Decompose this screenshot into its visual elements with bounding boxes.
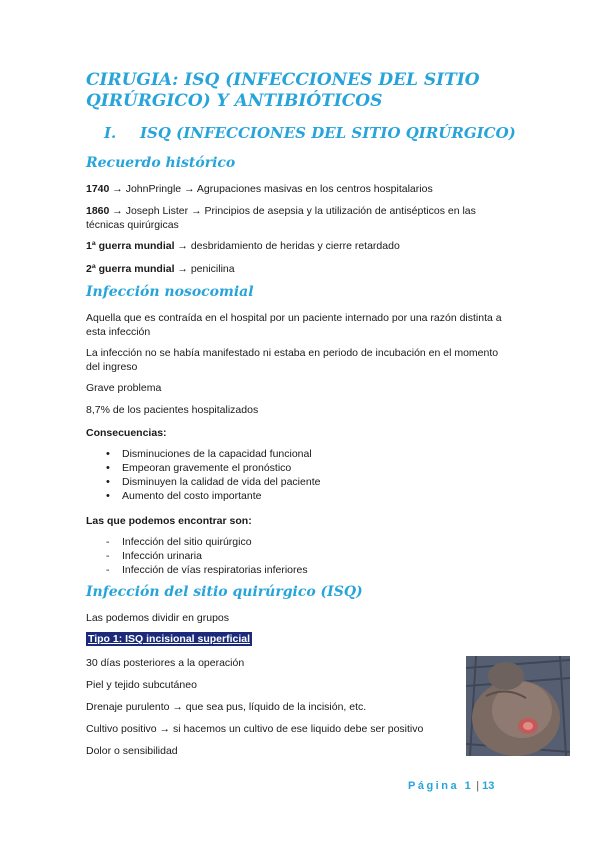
- history-item-ww2: 2ª guerra mundial → penicilina: [86, 263, 235, 275]
- nosocomial-definition: Aquella que es contraída en el hospital por un paciente internado por una razón distinta a esta infección: [86, 312, 502, 338]
- document-title: CIRUGIA: ISQ (INFECCIONES DEL SITIO QIRÚRGICO) Y ANTIBIÓTICOS: [86, 70, 480, 111]
- wound-photo: [466, 656, 570, 756]
- section-1-title: [104, 124, 524, 142]
- encontrar-list: [104, 535, 484, 577]
- nosocomial-percentage: 8,7% de los pacientes hospitalizados: [86, 404, 259, 416]
- page-total: 13: [482, 780, 495, 792]
- page-number: 1: [464, 780, 474, 792]
- list-item: - Infección urinaria: [104, 549, 484, 563]
- page-footer: [408, 780, 494, 792]
- heading-isq: Infección del sitio quirúrgico (ISQ): [86, 584, 363, 600]
- history-item-1860: 1860 → Joseph Lister → Principios de asepsia y la utilización de antisépticos en las técnicas quirúrgicas: [86, 205, 476, 231]
- history-item-ww1: 1ª guerra mundial → desbridamiento de heridas y cierre retardado: [86, 240, 400, 252]
- section-1-number: I.: [104, 124, 117, 142]
- list-item: - Infección del sitio quirúrgico: [104, 535, 484, 549]
- list-item: • Empeoran gravemente el pronóstico: [104, 461, 484, 475]
- tipo-1-highlight: Tipo 1: ISQ incisional superficial: [88, 633, 251, 645]
- isq-line-3: Drenaje purulento → que sea pus, líquido de la incisión, etc.: [86, 701, 367, 713]
- isq-line-4: Cultivo positivo → si hacemos un cultivo de ese liquido debe ser positivo: [86, 723, 424, 735]
- nosocomial-grave: Grave problema: [86, 382, 162, 394]
- heading-recuerdo-historico: Recuerdo histórico: [86, 155, 236, 171]
- isq-line-2: Piel y tejido subcutáneo: [86, 679, 197, 691]
- list-item: - Infección de vías respiratorias inferiores: [104, 563, 484, 577]
- list-item: • Disminuyen la calidad de vida del paciente: [104, 475, 484, 489]
- list-item: • Aumento del costo importante: [104, 489, 484, 503]
- page-separator: |: [476, 780, 480, 792]
- heading-infeccion-nosocomial: Infección nosocomial: [86, 284, 254, 300]
- isq-intro: Las podemos dividir en grupos: [86, 612, 230, 624]
- section-1-title-text: ISQ (INFECCIONES DEL SITIO QIRÚRGICO): [140, 124, 516, 142]
- isq-line-5: Dolor o sensibilidad: [86, 745, 178, 757]
- isq-line-1: 30 días posteriores a la operación: [86, 657, 245, 669]
- page-word: Página: [408, 780, 460, 792]
- consecuencias-list: [104, 447, 484, 503]
- nosocomial-incubation: La infección no se había manifestado ni estaba en periodo de incubación en el momento del ingreso: [86, 347, 499, 373]
- history-item-1740: 1740 → JohnPringle → Agrupaciones masivas en los centros hospitalarios: [86, 183, 433, 195]
- consecuencias-label: Consecuencias:: [86, 427, 167, 439]
- list-item: • Disminuciones de la capacidad funcional: [104, 447, 484, 461]
- encontrar-label: Las que podemos encontrar son:: [86, 515, 252, 527]
